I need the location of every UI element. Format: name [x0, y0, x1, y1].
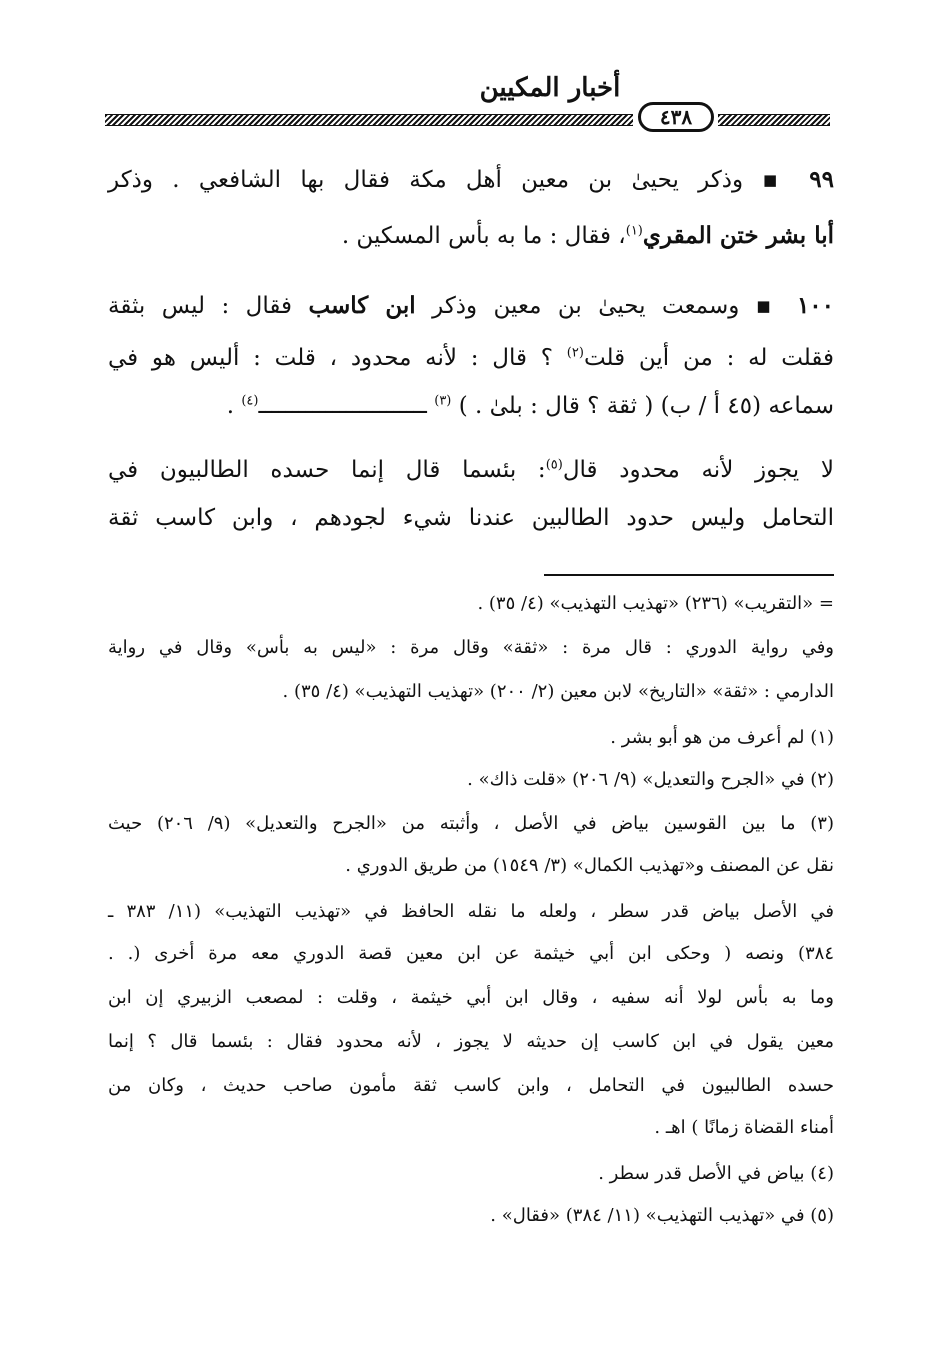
entry-number-99: ٩٩	[809, 166, 835, 193]
paragraph-100-text-a: ▪ وسمعت يحيىٰ بن معين وذكر	[432, 293, 781, 319]
footnote-3-line-1: (٣) ما بين القوسين بياض في الأصل ، وأثبته من «الجرح والتعديل» (٩/ ٢٠٦) حيث	[108, 813, 834, 834]
footnote-ref-1: (١)	[625, 223, 643, 239]
entry-number-100: ١٠٠	[796, 292, 835, 319]
footnote-ref-3: (٣)	[434, 393, 452, 409]
footnote-3-line-5: وما به بأس لولا أنه سفيه ، وقال ابن أبي خيثمة ، وقلت : لمصعب الزبيري إن ابن	[108, 987, 834, 1008]
blank-dashes: ـــــــــــــــــــــــــ	[258, 393, 427, 419]
footnote-4: (٤) بياض في الأصل قدر سطر .	[598, 1163, 834, 1184]
header-rule-right	[718, 114, 830, 126]
footnote-continuation-line-2: وفي رواية الدوري : قال مرة : «ثقة» وقال مرة : «ليس به بأس» وقال في رواية	[108, 637, 834, 658]
paragraph-99-line-2	[108, 212, 834, 260]
paragraph-99-line-1	[108, 156, 834, 204]
paragraph-99-text-2: ، فقال : ما به بأس المسكين .	[341, 223, 626, 249]
paragraph-100-text-c: فقلت له : من أين قلت	[583, 345, 835, 371]
footnote-3-line-2: نقل عن المصنف و«تهذيب الكمال» (٣/ ١٥٤٩) من طريق الدوري .	[345, 855, 834, 876]
paragraph-100-text-d: ؟ قال : لأنه محدود ، قلت : أليس هو في	[108, 345, 554, 371]
footnote-separator	[544, 574, 834, 576]
narrator-name-ibn-kasib: ابن كاسب	[308, 292, 416, 319]
footnote-3-line-7: حسده الطالبيون في التحامل ، وابن كاسب ثقة مأمون صاحب حديث ، وكان من	[108, 1075, 834, 1096]
footnote-3-line-4: ٣٨٤) ونصه ( وحكى ابن أبي خيثمة عن ابن معين قصة الدوري معه مرة أخرى (. .	[108, 943, 834, 964]
footnote-1: (١) لم أعرف من هو أبو بشر .	[610, 727, 834, 748]
paragraph-3-line-1	[108, 446, 834, 494]
footnote-3-line-3: في الأصل بياض قدر سطر ، ولعله ما نقله الحافظ في «تهذيب التهذيب» (١١/ ٣٨٣ ـ	[108, 901, 834, 922]
footnote-3-line-6: معين يقول في ابن كاسب إن حديثه لا يجوز ، لأنه محدود فقال : بئسما قال ؟ إنما	[108, 1031, 834, 1052]
footnote-5: (٥) في «تهذيب التهذيب» (١١/ ٣٨٤) «فقال» .	[490, 1205, 834, 1226]
footnote-3-line-8: أمناء القضاة زمانًا ) اهـ .	[654, 1117, 834, 1138]
footnote-ref-2: (٢)	[566, 345, 584, 361]
page-number: ٤٣٨	[638, 102, 714, 132]
paragraph-100-line-2	[108, 334, 834, 382]
paragraph-99-text: ▪ وذكر يحيىٰ بن معين أهل مكة فقال بها الشافعي . وذكر	[108, 167, 790, 193]
header-rule-left	[105, 114, 633, 126]
footnote-2: (٢) في «الجرح والتعديل» (٩/ ٢٠٦) «قلت ذاك» .	[467, 769, 834, 790]
paragraph-100-line-1	[108, 282, 834, 330]
running-header-title: أخبار المكيين	[479, 73, 621, 103]
footnote-ref-4: (٤)	[241, 393, 259, 409]
paragraph-3-text-a: لا يجوز لأنه محدود قال	[562, 457, 834, 483]
paragraph-3-line-2: التحامل وليس حدود الطالبين عندنا شيء لجودهم ، وابن كاسب ثقة	[108, 505, 834, 531]
paragraph-100-text-b: فقال : ليس بثقة	[108, 293, 292, 319]
paragraph-100-text-e: سماعه (٤٥ أ / ب) ( ثقة ؟ قال : بلىٰ . )	[458, 393, 834, 419]
narrator-name: أبا بشر ختن المقري	[642, 222, 834, 249]
footnote-continuation-line-1: = «التقريب» (٢٣٦) «تهذيب التهذيب» (٤/ ٣٥) .	[477, 593, 834, 614]
footnote-continuation-line-3: الدارمي : «ثقة» «التاريخ» لابن معين (٢/ ٢٠٠) «تهذيب التهذيب» (٤/ ٣٥) .	[282, 681, 834, 702]
paragraph-100-end: .	[226, 393, 234, 419]
paragraph-3-text-b: : بئسما قال إنما حسده الطالبيون في	[108, 457, 546, 483]
paragraph-100-line-3	[108, 382, 834, 430]
footnote-ref-5: (٥)	[545, 457, 563, 473]
